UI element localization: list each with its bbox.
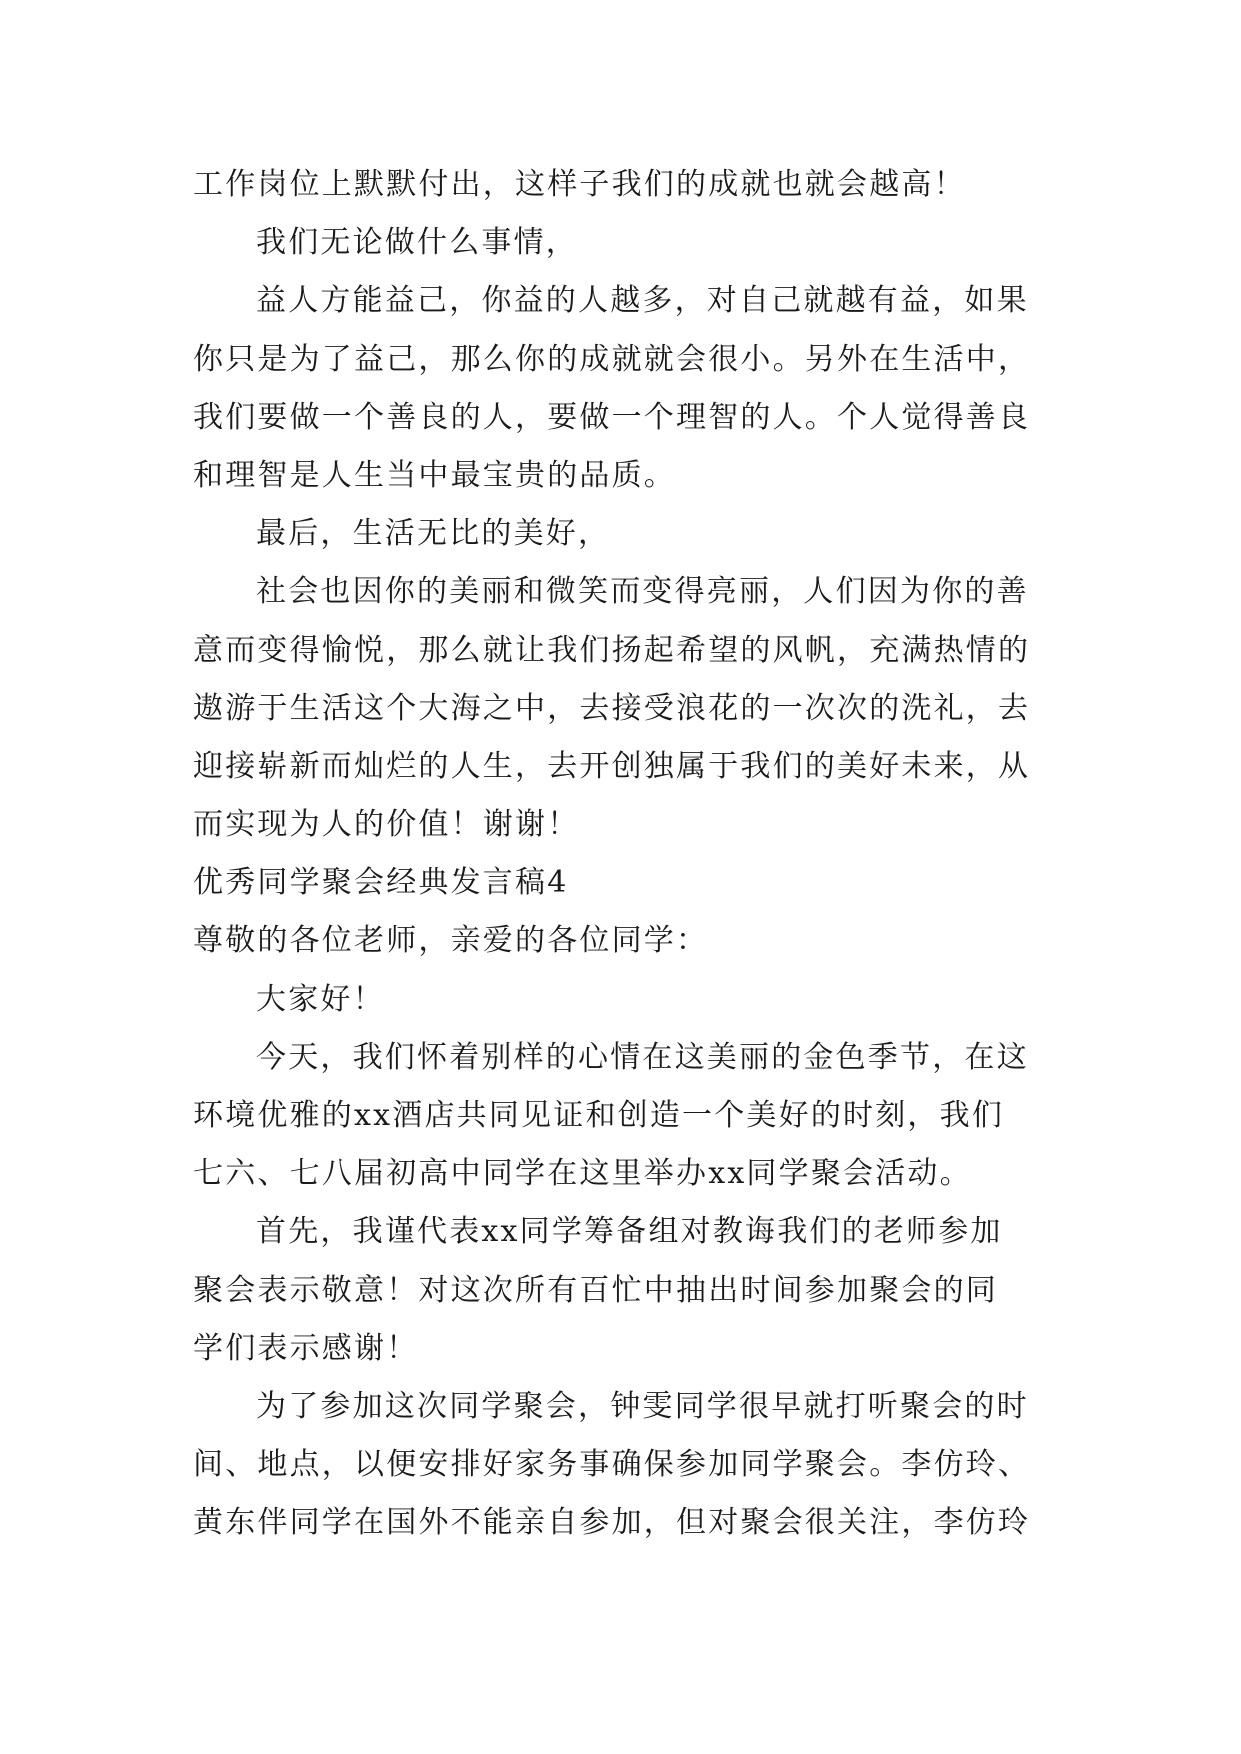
document-line: 尊敬的各位老师，亲爱的各位同学： [193,923,709,959]
document-line: 和理智是人生当中最宝贵的品质。 [193,457,676,493]
document-line: 首先，我谨代表xx同学筹备组对教诲我们的老师参加 [256,1214,1003,1250]
document-line: 你只是为了益己，那么你的成就就会很小。另外在生活中， [193,341,1031,377]
document-line: 社会也因你的美丽和微笑而变得亮丽，人们因为你的善 [256,574,1029,610]
document-line: 工作岗位上默默付出，这样子我们的成就也就会越高！ [193,167,966,202]
document-line: 间、地点，以便安排好家务事确保参加同学聚会。李仿玲、 [193,1447,1031,1483]
document-line: 而实现为人的价值！谢谢！ [193,807,580,843]
document-line: 我们要做一个善良的人，要做一个理智的人。个人觉得善良 [193,399,1031,435]
document-line: 我们无论做什么事情， [256,225,578,261]
document-line: 遨游于生活这个大海之中，去接受浪花的一次次的洗礼，去 [193,690,1031,726]
document-line: 为了参加这次同学聚会，钟雯同学很早就打听聚会的时 [256,1388,1029,1424]
document-line: 黄东伴同学在国外不能亲自参加，但对聚会很关注，李仿玲 [193,1505,1031,1541]
document-line: 优秀同学聚会经典发言稿4 [193,865,569,901]
document-line: 环境优雅的xx酒店共同见证和创造一个美好的时刻，我们 [193,1098,1005,1133]
document-line: 最后，生活无比的美好， [256,516,611,552]
document-line: 意而变得愉悦，那么就让我们扬起希望的风帆，充满热情的 [193,632,1031,668]
document-line: 益人方能益己，你益的人越多，对自己就越有益，如果 [256,283,1029,319]
document-line: 学们表示感谢！ [193,1330,419,1366]
document-body [193,156,1063,1553]
document-line: 今天，我们怀着别样的心情在这美丽的金色季节，在这 [256,1039,1029,1075]
document-line: 聚会表示敬意！对这次所有百忙中抽出时间参加聚会的同 [193,1272,998,1308]
document-line: 大家好！ [256,981,385,1017]
document-line: 七六、七八届初高中同学在这里举办xx同学聚会活动。 [193,1156,972,1192]
document-line: 迎接崭新而灿烂的人生，去开创独属于我们的美好未来，从 [193,748,1031,784]
